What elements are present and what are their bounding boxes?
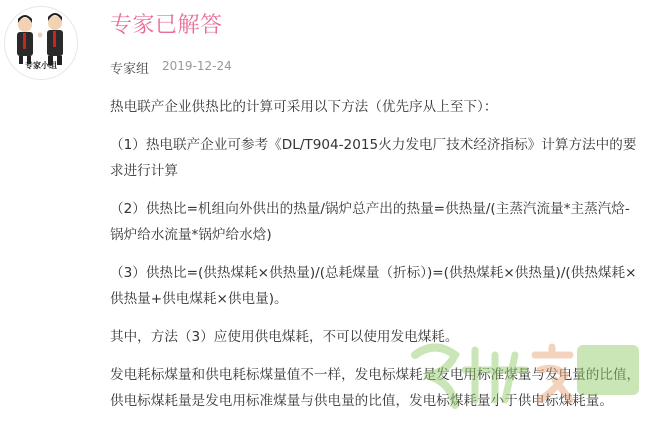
answer-paragraph: （2）供热比=机组向外供出的热量/锅炉总产出的热量=供热量/(主蒸汽流量*主蒸汽焓-锅炉给水流量*锅炉给水焓) [110,201,630,243]
answer-paragraph: 其中，方法（3）应使用供电煤耗，不可以使用发电煤耗。 [110,329,459,345]
answer-status-title: 专家已解答 [110,13,223,38]
avatar-caption: 专家小组 [25,60,57,70]
author-name: 专家组 [110,62,150,77]
answer-paragraph: （3）供热比=(供热煤耗×供热量)/(总耗煤量（折标）)=(供热煤耗×供热量)/(供热煤耗×供热量+供电煤耗×供电量)。 [110,265,637,307]
answer-date: 2019-12-24 [162,59,232,73]
expert-avatar [4,6,78,80]
answer-body [110,0,642,414]
answer-paragraph: 热电联产企业供热比的计算可采用以下方法（优先序从上至下）： [110,99,498,115]
answer-paragraph: （1）热电联产企业可参考《DL/T904-2015火力发电厂技术经济指标》计算方法中的要求进行计算 [110,137,637,179]
answer-paragraph: 发电耗标煤量和供电耗标煤量值不一样，发电标煤耗是发电用标准煤量与发电量的比值，供电标煤耗量是发电用标准煤量与供电量的比值，发电标煤耗量小于供电标煤耗量。 [110,367,641,409]
